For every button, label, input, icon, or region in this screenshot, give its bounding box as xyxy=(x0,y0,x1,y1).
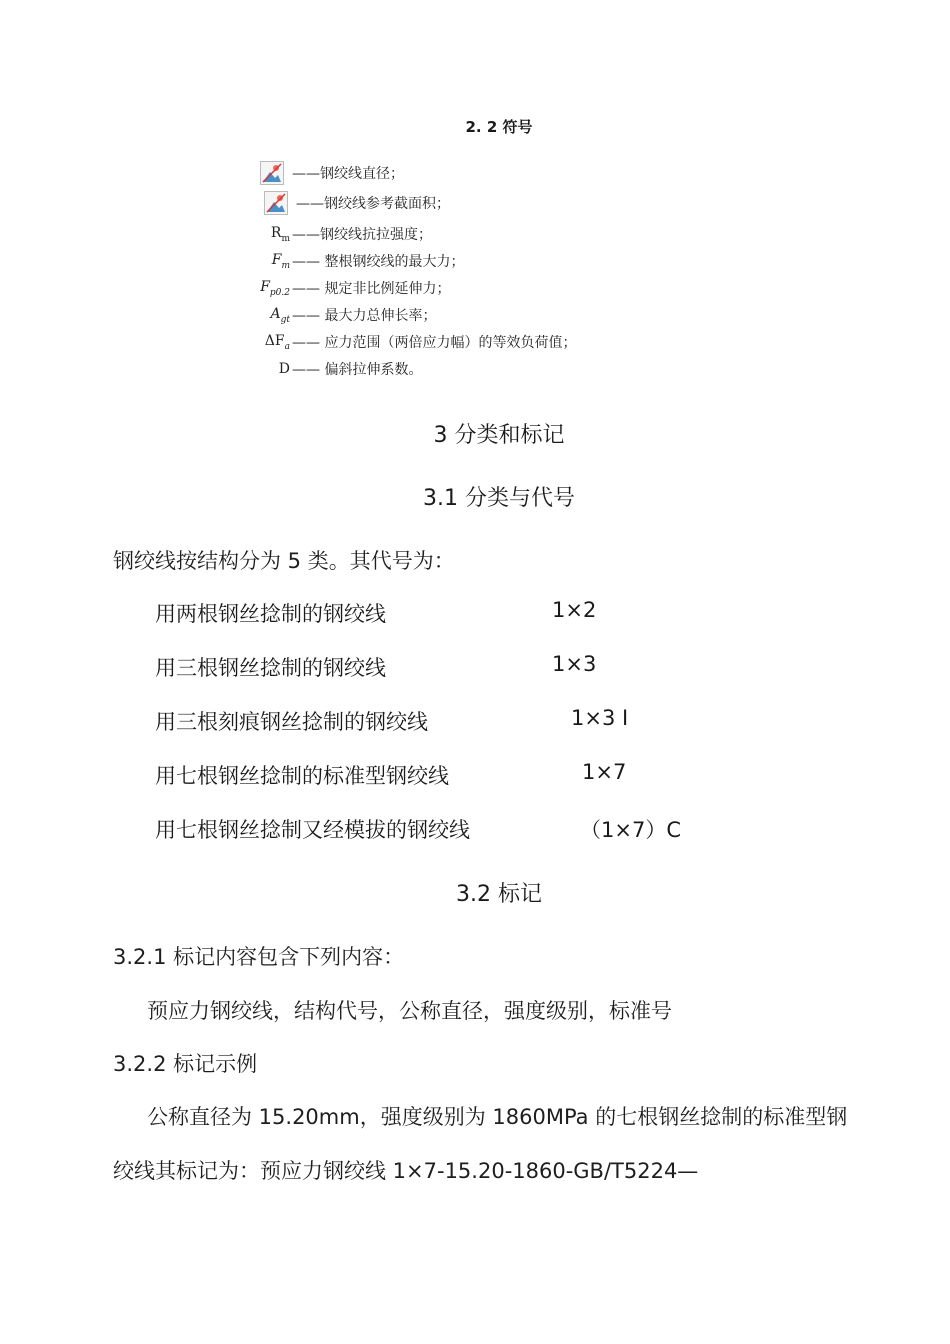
classification-intro: 钢绞线按结构分为 5 类。其代号为： xyxy=(113,549,455,573)
section-3-heading: 3 分类和标记 xyxy=(433,423,565,448)
clause-3-2-1: 3.2.1 标记内容包含下列内容： xyxy=(113,945,405,969)
class-item-code: 1×7 xyxy=(582,760,627,784)
class-item-label: 用三根刻痕钢丝捻制的钢绞线 xyxy=(155,710,428,734)
section-3-1-heading: 3.1 分类与代号 xyxy=(423,486,575,511)
symbol-row-agt xyxy=(260,302,436,328)
symbol: $F_m$ xyxy=(271,251,290,271)
symbol: $F_{p0.2}$ xyxy=(260,278,290,298)
symbol: $R_m$ xyxy=(270,224,290,244)
symbol-row-rm xyxy=(260,221,432,247)
symbol-desc: ——钢绞线抗拉强度； xyxy=(292,227,432,243)
section-2-2-heading: 2. 2 符号 xyxy=(465,118,533,136)
class-item-code: 1×2 xyxy=(552,598,597,622)
symbol-desc: ——钢绞线直径； xyxy=(292,166,404,182)
symbol-desc: —— 规定非比例延伸力； xyxy=(292,281,451,297)
class-item-code: （1×7）C xyxy=(580,818,681,842)
symbol-desc: ——钢绞线参考截面积； xyxy=(296,196,450,212)
class-item-label: 用两根钢丝捻制的钢绞线 xyxy=(155,602,386,626)
symbol-row-fp02 xyxy=(260,275,450,301)
symbol: D xyxy=(278,361,290,377)
symbol: $A_{gt}$ xyxy=(270,305,290,325)
symbol-desc: —— 应力范围（两倍应力幅）的等效负荷值； xyxy=(292,335,577,351)
class-item-label: 用七根钢丝捻制的标准型钢绞线 xyxy=(155,764,449,788)
symbol-desc: —— 整根钢绞线的最大力； xyxy=(292,254,465,270)
symbol-desc: —— 偏斜拉伸系数。 xyxy=(292,362,423,378)
clause-3-2-1-body: 预应力钢绞线，结构代号，公称直径，强度级别，标准号 xyxy=(147,999,672,1023)
class-item-code: 1×3 xyxy=(552,652,597,676)
section-3-2-heading: 3.2 标记 xyxy=(456,882,542,907)
symbol-desc: —— 最大力总伸长率； xyxy=(292,308,437,324)
symbol: $\Delta F_a$ xyxy=(264,332,290,352)
symbol-row-d xyxy=(260,356,422,382)
class-item-label: 用三根钢丝捻制的钢绞线 xyxy=(155,656,386,680)
symbol-row-diameter xyxy=(260,160,404,186)
class-item-code: 1×3 Ⅰ xyxy=(571,706,629,730)
example-line-1: 公称直径为 15.20mm，强度级别为 1860MPa 的七根钢丝捻制的标准型钢 xyxy=(147,1105,848,1129)
class-item-label: 用七根钢丝捻制又经模拔的钢绞线 xyxy=(155,818,470,842)
symbol-row-delta-fa xyxy=(260,329,576,355)
broken-image-icon xyxy=(264,191,288,215)
example-line-2: 绞线其标记为：预应力钢绞线 1×7-15.20-1860-GB/T5224— xyxy=(113,1159,699,1183)
clause-3-2-2: 3.2.2 标记示例 xyxy=(113,1052,258,1076)
symbol-row-area xyxy=(260,190,450,216)
broken-image-icon xyxy=(260,161,284,185)
symbol-row-fm xyxy=(260,248,464,274)
